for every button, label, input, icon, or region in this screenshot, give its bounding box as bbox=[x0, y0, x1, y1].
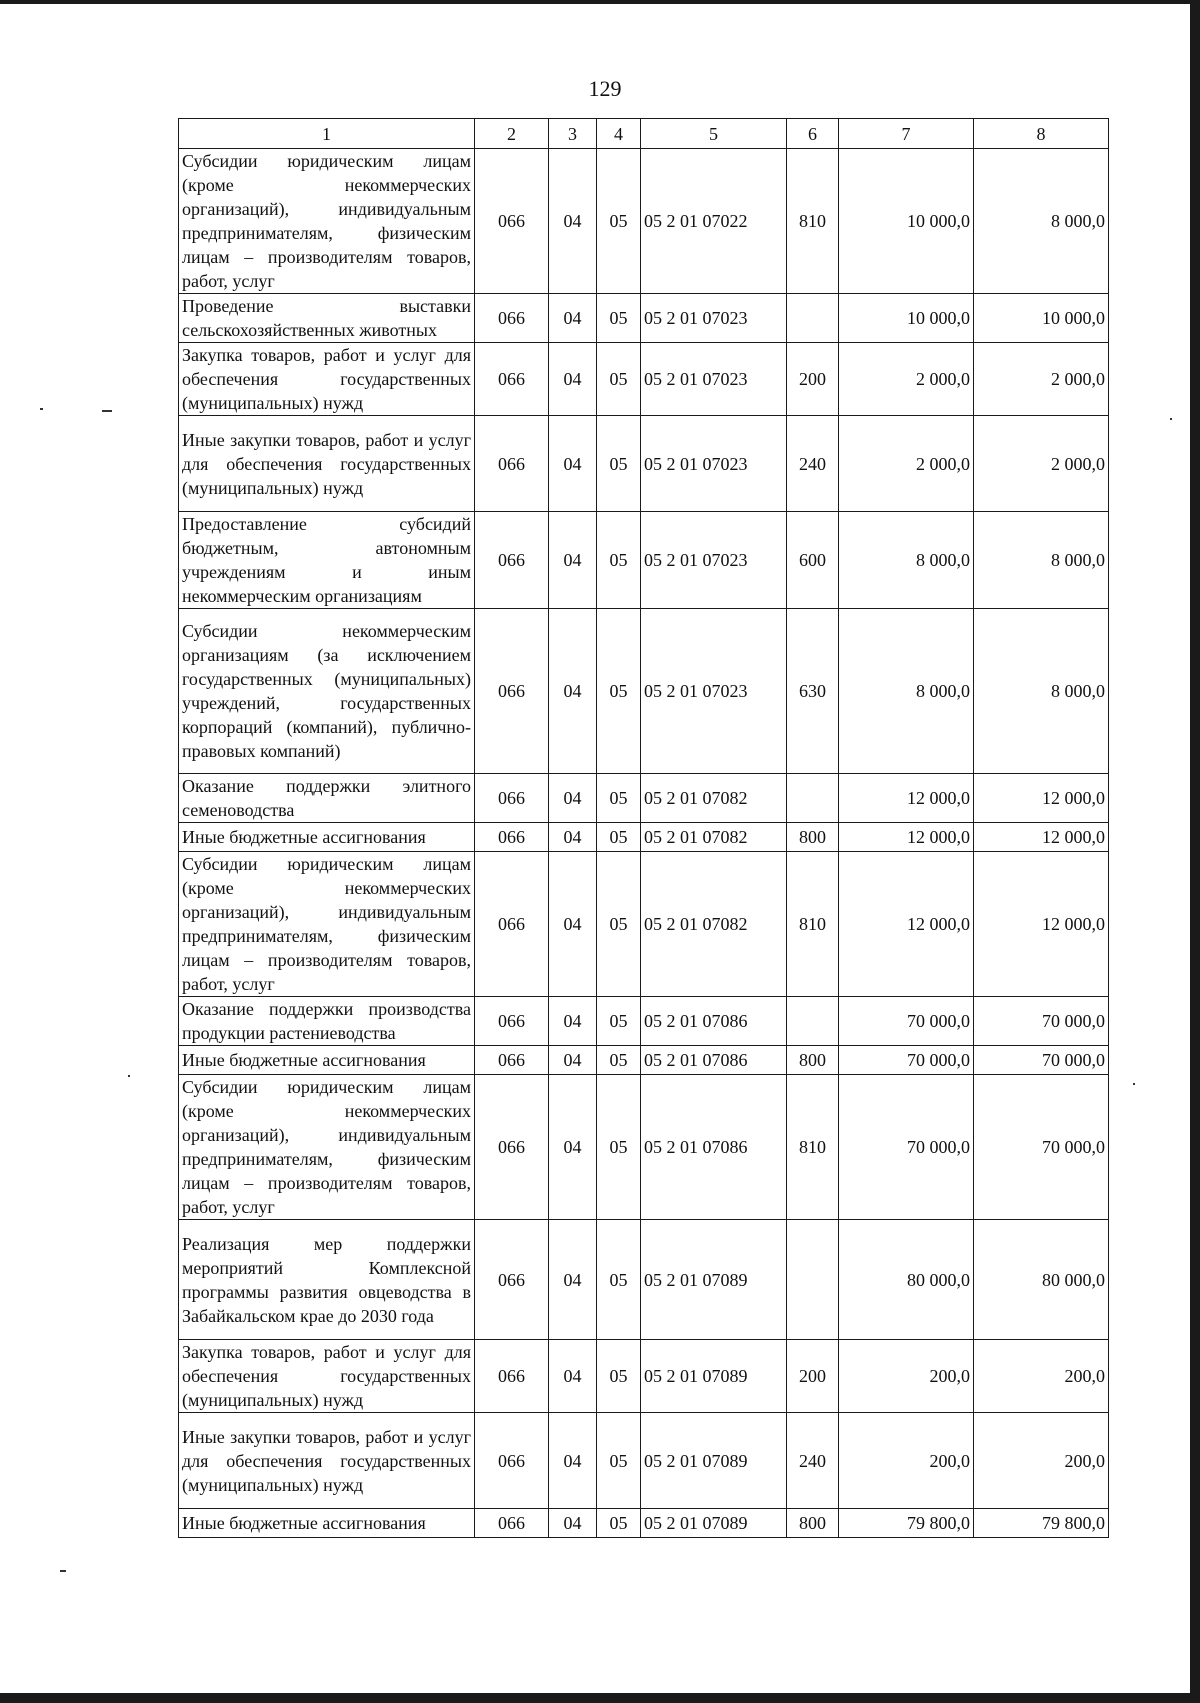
scan-speck bbox=[128, 1075, 130, 1077]
expense-type-code-cell bbox=[787, 294, 839, 343]
amount-cell: 10 000,0 bbox=[839, 149, 974, 294]
chapter-code-cell: 066 bbox=[475, 343, 549, 416]
chapter-code-cell: 066 bbox=[475, 823, 549, 852]
amount-cell: 12 000,0 bbox=[974, 852, 1109, 997]
subsection-code-cell: 05 bbox=[597, 774, 641, 823]
chapter-code-cell: 066 bbox=[475, 1075, 549, 1220]
amount-cell: 12 000,0 bbox=[974, 774, 1109, 823]
table-row bbox=[179, 1509, 1109, 1538]
table-body bbox=[179, 119, 1109, 1538]
subsection-code-cell: 05 bbox=[597, 343, 641, 416]
scan-speck bbox=[40, 408, 43, 410]
subsection-code-cell: 05 bbox=[597, 1046, 641, 1075]
expense-type-code-cell: 810 bbox=[787, 149, 839, 294]
row-name-cell: Субсидии юридическим лицам (кроме некоммерческих организаций), индивидуальным предпринимателям, физическим лицам – производителям товаров, работ, услуг bbox=[179, 1075, 475, 1220]
section-code-cell: 04 bbox=[549, 1509, 597, 1538]
subsection-code-cell: 05 bbox=[597, 1075, 641, 1220]
section-code-cell: 04 bbox=[549, 1046, 597, 1075]
chapter-code-cell: 066 bbox=[475, 852, 549, 997]
subsection-code-cell: 05 bbox=[597, 512, 641, 609]
amount-cell: 8 000,0 bbox=[974, 149, 1109, 294]
amount-cell: 12 000,0 bbox=[839, 852, 974, 997]
table-row bbox=[179, 512, 1109, 609]
table-row bbox=[179, 997, 1109, 1046]
target-article-code-cell: 05 2 01 07022 bbox=[641, 149, 787, 294]
section-code-cell: 04 bbox=[549, 416, 597, 512]
subsection-code-cell: 05 bbox=[597, 609, 641, 774]
amount-cell: 10 000,0 bbox=[974, 294, 1109, 343]
scan-border-top bbox=[0, 0, 1200, 4]
row-name-cell: Иные закупки товаров, работ и услуг для обеспечения государственных (муниципальных) нужд bbox=[179, 416, 475, 512]
target-article-code-cell: 05 2 01 07023 bbox=[641, 294, 787, 343]
target-article-code-cell: 05 2 01 07089 bbox=[641, 1340, 787, 1413]
amount-cell: 70 000,0 bbox=[974, 1075, 1109, 1220]
subsection-code-cell: 05 bbox=[597, 294, 641, 343]
target-article-code-cell: 05 2 01 07023 bbox=[641, 609, 787, 774]
chapter-code-cell: 066 bbox=[475, 512, 549, 609]
target-article-code-cell: 05 2 01 07089 bbox=[641, 1509, 787, 1538]
expense-type-code-cell: 200 bbox=[787, 343, 839, 416]
row-name-cell: Субсидии юридическим лицам (кроме некоммерческих организаций), индивидуальным предпринимателям, физическим лицам – производителям товаров, работ, услуг bbox=[179, 852, 475, 997]
amount-cell: 80 000,0 bbox=[839, 1220, 974, 1340]
amount-cell: 70 000,0 bbox=[839, 1046, 974, 1075]
scan-speck bbox=[102, 410, 112, 412]
amount-cell: 200,0 bbox=[974, 1340, 1109, 1413]
expense-type-code-cell: 800 bbox=[787, 1046, 839, 1075]
table-row bbox=[179, 852, 1109, 997]
header-cell: 6 bbox=[787, 119, 839, 149]
expense-type-code-cell: 810 bbox=[787, 852, 839, 997]
chapter-code-cell: 066 bbox=[475, 294, 549, 343]
row-name-cell: Закупка товаров, работ и услуг для обеспечения государственных (муниципальных) нужд bbox=[179, 1340, 475, 1413]
amount-cell: 2 000,0 bbox=[974, 416, 1109, 512]
amount-cell: 2 000,0 bbox=[839, 416, 974, 512]
table-row bbox=[179, 294, 1109, 343]
row-name-cell: Иные бюджетные ассигнования bbox=[179, 1046, 475, 1075]
page-number: 129 bbox=[588, 76, 622, 101]
expense-type-code-cell: 200 bbox=[787, 1340, 839, 1413]
amount-cell: 70 000,0 bbox=[974, 997, 1109, 1046]
row-name-cell: Проведение выставки сельскохозяйственных животных bbox=[179, 294, 475, 343]
target-article-code-cell: 05 2 01 07082 bbox=[641, 823, 787, 852]
section-code-cell: 04 bbox=[549, 823, 597, 852]
table-row bbox=[179, 343, 1109, 416]
row-name-cell: Иные бюджетные ассигнования bbox=[179, 823, 475, 852]
chapter-code-cell: 066 bbox=[475, 774, 549, 823]
table-row bbox=[179, 1220, 1109, 1340]
expense-type-code-cell: 240 bbox=[787, 416, 839, 512]
scan-border-right bbox=[1190, 0, 1200, 1703]
amount-cell: 200,0 bbox=[839, 1413, 974, 1509]
scan-speck bbox=[1170, 418, 1172, 420]
target-article-code-cell: 05 2 01 07086 bbox=[641, 1075, 787, 1220]
row-name-cell: Субсидии юридическим лицам (кроме некоммерческих организаций), индивидуальным предпринимателям, физическим лицам – производителям товаров, работ, услуг bbox=[179, 149, 475, 294]
chapter-code-cell: 066 bbox=[475, 416, 549, 512]
table-row bbox=[179, 1075, 1109, 1220]
subsection-code-cell: 05 bbox=[597, 1509, 641, 1538]
section-code-cell: 04 bbox=[549, 774, 597, 823]
amount-cell: 8 000,0 bbox=[839, 512, 974, 609]
table-row bbox=[179, 1413, 1109, 1509]
target-article-code-cell: 05 2 01 07082 bbox=[641, 852, 787, 997]
scan-speck bbox=[1133, 1083, 1135, 1085]
header-cell: 8 bbox=[974, 119, 1109, 149]
chapter-code-cell: 066 bbox=[475, 1340, 549, 1413]
amount-cell: 80 000,0 bbox=[974, 1220, 1109, 1340]
row-name-cell: Оказание поддержки элитного семеноводства bbox=[179, 774, 475, 823]
section-code-cell: 04 bbox=[549, 852, 597, 997]
amount-cell: 70 000,0 bbox=[839, 997, 974, 1046]
section-code-cell: 04 bbox=[549, 997, 597, 1046]
amount-cell: 12 000,0 bbox=[839, 823, 974, 852]
chapter-code-cell: 066 bbox=[475, 997, 549, 1046]
subsection-code-cell: 05 bbox=[597, 1413, 641, 1509]
budget-table bbox=[178, 118, 1109, 1538]
subsection-code-cell: 05 bbox=[597, 1220, 641, 1340]
expense-type-code-cell: 600 bbox=[787, 512, 839, 609]
section-code-cell: 04 bbox=[549, 294, 597, 343]
amount-cell: 2 000,0 bbox=[839, 343, 974, 416]
header-cell: 2 bbox=[475, 119, 549, 149]
amount-cell: 70 000,0 bbox=[974, 1046, 1109, 1075]
scan-speck bbox=[60, 1570, 66, 1572]
header-cell: 5 bbox=[641, 119, 787, 149]
chapter-code-cell: 066 bbox=[475, 1046, 549, 1075]
table-row bbox=[179, 1340, 1109, 1413]
table-row bbox=[179, 149, 1109, 294]
subsection-code-cell: 05 bbox=[597, 416, 641, 512]
header-cell: 7 bbox=[839, 119, 974, 149]
header-cell: 3 bbox=[549, 119, 597, 149]
amount-cell: 79 800,0 bbox=[974, 1509, 1109, 1538]
expense-type-code-cell: 630 bbox=[787, 609, 839, 774]
expense-type-code-cell bbox=[787, 1220, 839, 1340]
amount-cell: 12 000,0 bbox=[974, 823, 1109, 852]
expense-type-code-cell: 240 bbox=[787, 1413, 839, 1509]
amount-cell: 200,0 bbox=[974, 1413, 1109, 1509]
row-name-cell: Иные закупки товаров, работ и услуг для обеспечения государственных (муниципальных) нужд bbox=[179, 1413, 475, 1509]
chapter-code-cell: 066 bbox=[475, 609, 549, 774]
row-name-cell: Предоставление субсидий бюджетным, автономным учреждениям и иным некоммерческим организациям bbox=[179, 512, 475, 609]
section-code-cell: 04 bbox=[549, 512, 597, 609]
section-code-cell: 04 bbox=[549, 343, 597, 416]
target-article-code-cell: 05 2 01 07086 bbox=[641, 997, 787, 1046]
row-name-cell: Субсидии некоммерческим организациям (за исключением государственных (муниципальных) учреждений, государственных корпораций (компаний), публично-правовых компаний) bbox=[179, 609, 475, 774]
chapter-code-cell: 066 bbox=[475, 1509, 549, 1538]
section-code-cell: 04 bbox=[549, 1340, 597, 1413]
table-row bbox=[179, 416, 1109, 512]
table-row bbox=[179, 823, 1109, 852]
table-row bbox=[179, 774, 1109, 823]
chapter-code-cell: 066 bbox=[475, 149, 549, 294]
row-name-cell: Реализация мер поддержки мероприятий Комплексной программы развития овцеводства в Забайкальском крае до 2030 года bbox=[179, 1220, 475, 1340]
table-row bbox=[179, 609, 1109, 774]
expense-type-code-cell bbox=[787, 774, 839, 823]
section-code-cell: 04 bbox=[549, 1413, 597, 1509]
amount-cell: 8 000,0 bbox=[839, 609, 974, 774]
row-name-cell: Оказание поддержки производства продукции растениеводства bbox=[179, 997, 475, 1046]
amount-cell: 12 000,0 bbox=[839, 774, 974, 823]
subsection-code-cell: 05 bbox=[597, 852, 641, 997]
expense-type-code-cell: 800 bbox=[787, 1509, 839, 1538]
target-article-code-cell: 05 2 01 07023 bbox=[641, 512, 787, 609]
scan-border-bottom bbox=[0, 1693, 1200, 1703]
amount-cell: 8 000,0 bbox=[974, 512, 1109, 609]
section-code-cell: 04 bbox=[549, 149, 597, 294]
target-article-code-cell: 05 2 01 07023 bbox=[641, 416, 787, 512]
subsection-code-cell: 05 bbox=[597, 997, 641, 1046]
amount-cell: 70 000,0 bbox=[839, 1075, 974, 1220]
target-article-code-cell: 05 2 01 07089 bbox=[641, 1220, 787, 1340]
target-article-code-cell: 05 2 01 07086 bbox=[641, 1046, 787, 1075]
row-name-cell: Закупка товаров, работ и услуг для обеспечения государственных (муниципальных) нужд bbox=[179, 343, 475, 416]
target-article-code-cell: 05 2 01 07089 bbox=[641, 1413, 787, 1509]
section-code-cell: 04 bbox=[549, 1220, 597, 1340]
expense-type-code-cell bbox=[787, 997, 839, 1046]
table-row bbox=[179, 1046, 1109, 1075]
subsection-code-cell: 05 bbox=[597, 823, 641, 852]
header-cell: 4 bbox=[597, 119, 641, 149]
target-article-code-cell: 05 2 01 07023 bbox=[641, 343, 787, 416]
expense-type-code-cell: 800 bbox=[787, 823, 839, 852]
amount-cell: 8 000,0 bbox=[974, 609, 1109, 774]
section-code-cell: 04 bbox=[549, 609, 597, 774]
target-article-code-cell: 05 2 01 07082 bbox=[641, 774, 787, 823]
chapter-code-cell: 066 bbox=[475, 1413, 549, 1509]
header-row bbox=[179, 119, 1109, 149]
amount-cell: 2 000,0 bbox=[974, 343, 1109, 416]
subsection-code-cell: 05 bbox=[597, 1340, 641, 1413]
header-cell: 1 bbox=[179, 119, 475, 149]
amount-cell: 10 000,0 bbox=[839, 294, 974, 343]
row-name-cell: Иные бюджетные ассигнования bbox=[179, 1509, 475, 1538]
amount-cell: 79 800,0 bbox=[839, 1509, 974, 1538]
amount-cell: 200,0 bbox=[839, 1340, 974, 1413]
expense-type-code-cell: 810 bbox=[787, 1075, 839, 1220]
chapter-code-cell: 066 bbox=[475, 1220, 549, 1340]
section-code-cell: 04 bbox=[549, 1075, 597, 1220]
subsection-code-cell: 05 bbox=[597, 149, 641, 294]
